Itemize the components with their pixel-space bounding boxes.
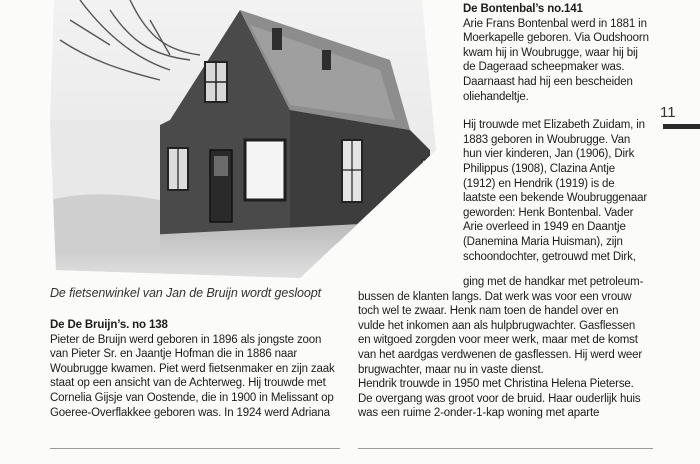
text-line: Arie Frans Bontenbal werd in 1881 in [463, 17, 647, 30]
text-line: Philippus (1908), Clazina Antje [463, 162, 615, 175]
text-line: 1883 geboren in Woubrugge. Van [463, 133, 631, 146]
text-line: toch wel te zwaar. Henk nam toen de handel over en [358, 305, 619, 318]
footer-rule-left [50, 448, 340, 449]
text-line: en witgoed zorgden voor meer werk, maar met de komst [358, 334, 638, 347]
text-line: Cornelia Gijsje van Oostende, die in 1900 in Melissant op [50, 391, 334, 404]
text-line: van Pieter Sr. en Jaantje Hofman die in 1886 naar [50, 348, 298, 361]
text-line: Goeree-Overflakkee geboren was. In 1924 werd Adriana [50, 406, 330, 419]
text-line: (1912) en Hendrik (1919) is de [463, 177, 615, 190]
bontenbal-article [463, 2, 663, 264]
text-line: bussen de klanten langs. Dat werk was voor een vrouw [358, 290, 632, 303]
text-line: was een ruime 2-onder-1-kap woning met aparte [358, 407, 600, 420]
text-line: de Dageraad scheepmaker was. [463, 61, 625, 74]
text-line: kwam hij in Woubrugge, waar hij bij [463, 46, 638, 59]
page-number: 11 [660, 104, 676, 121]
house-photo [50, 0, 438, 278]
de-bruijn-article [50, 318, 355, 420]
text-line: Hendrik trouwde in 1950 met Christina Helena Pieterse. [358, 378, 634, 391]
text-line: Pieter de Bruijn werd geboren in 1896 als jongste zoon [50, 333, 322, 346]
photo-caption: De fietsenwinkel van Jan de Bruijn wordt gesloopt [50, 286, 321, 300]
article-heading: De Bontenbal’s no.141 [463, 3, 583, 15]
text-line: vulde het inkomen aan als hulpbrugwachter. Gasflessen [358, 319, 636, 332]
text-line: ging met de handkar met petroleum- [463, 276, 644, 288]
text-line: Daarnaast had hij een bescheiden [463, 75, 633, 88]
page-marker-bar [663, 124, 700, 129]
text-line: Woubrugge kwamen. Piet werd fietsenmaker en zijn zaak [50, 362, 335, 375]
text-line: Hij trouwde met Elizabeth Zuidam, in [463, 119, 645, 132]
text-line: oliehandeltje. [463, 90, 529, 103]
article-heading: De De Bruijn’s. no 138 [50, 319, 168, 331]
text-line: schoondochter, getrouwd met Dirk, [463, 250, 636, 263]
text-line: geworden: Henk Bontenbal. Vader [463, 206, 634, 219]
text-line: staat op een ansicht van de Achterweg. Hij trouwde met [50, 377, 326, 390]
text-line: laatste een bekende Woubruggenaar [463, 192, 648, 205]
text-line: De overgang was groot voor de bruid. Haar ouderlijk huis [358, 392, 641, 405]
text-line: brugwachter, maar nu in vaste dienst. [358, 363, 544, 376]
bontenbal-article-continued [358, 275, 658, 421]
text-line: van het aardgas verdwenen de gasflessen. Hij werd weer [358, 348, 643, 361]
text-line: Arie overleed in 1949 en Daantje [463, 221, 626, 234]
footer-rule-right [358, 448, 653, 449]
text-line: Moerkapelle geboren. Via Oudshoorn [463, 32, 649, 45]
text-line: (Danemina Maria Huisman), zijn [463, 235, 623, 248]
text-line: hun vier kinderen, Jan (1906), Dirk [463, 148, 635, 161]
